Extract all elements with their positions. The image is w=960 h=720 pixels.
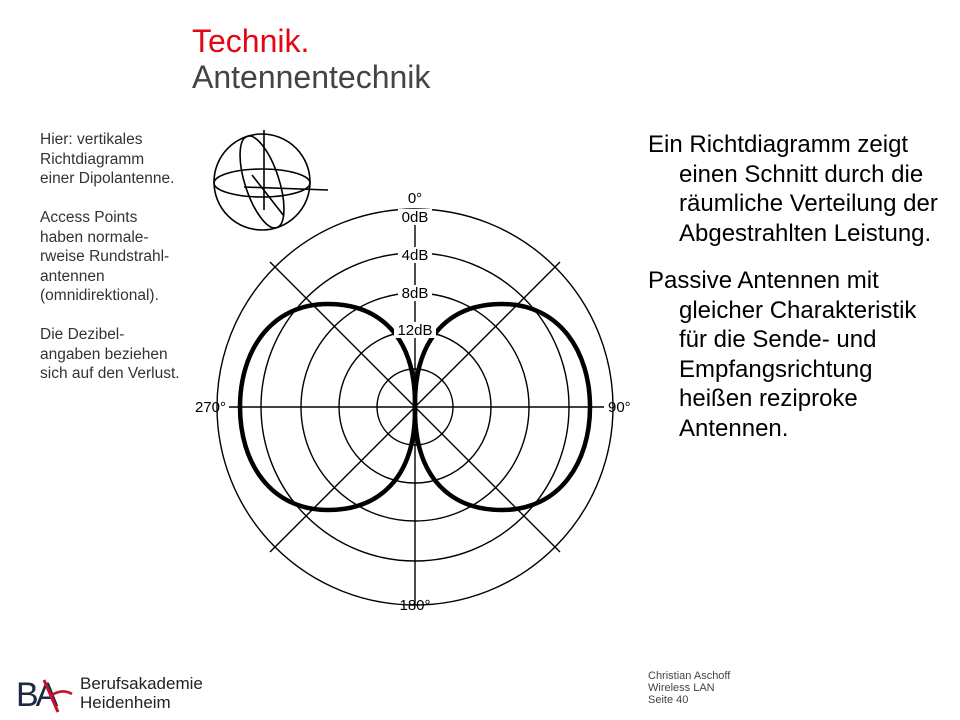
angle-label-right: 90° <box>608 399 631 416</box>
footer-author: Christian Aschoff <box>648 670 731 682</box>
angle-label-bottom: 180° <box>399 597 431 614</box>
db-label: 4dB <box>401 247 429 264</box>
main-text <box>648 130 948 461</box>
angle-label-top: 0° <box>407 190 423 207</box>
ba-logo-text: BA <box>16 676 56 714</box>
db-label: 0dB <box>401 209 429 226</box>
side-note-paragraph: Die Dezibel-angaben beziehen sich auf den Verlust. <box>40 326 180 382</box>
school-name <box>80 674 203 712</box>
globe-sketch <box>214 130 328 233</box>
db-label: 12dB <box>397 322 433 339</box>
angle-label-left: 270° <box>194 399 226 416</box>
footer-page-number: Seite 40 <box>648 694 689 706</box>
school-line: Heidenheim <box>80 693 171 712</box>
ba-logo <box>14 674 74 714</box>
page-subtitle: Antennentechnik <box>192 59 431 95</box>
side-note <box>40 130 180 403</box>
side-note-paragraph: Hier: vertikales Richtdiagramm einer Dipolantenne. <box>40 131 175 187</box>
radiation-pattern-diagram <box>180 120 640 620</box>
footer-meta <box>648 670 730 706</box>
main-paragraph: Ein Richtdiagramm zeigt einen Schnitt durch die räumliche Verteilung der Abgestrahlten Leistung. <box>648 131 938 247</box>
page-title: Technik. <box>192 23 310 59</box>
footer-course: Wireless LAN <box>648 682 715 694</box>
side-note-paragraph: Access Points haben normale-rweise Rundstrahl-antennen (omnidirektional). <box>40 209 170 304</box>
school-line: Berufsakademie <box>80 674 203 693</box>
main-paragraph: Passive Antennen mit gleicher Charakteristik für die Sende- und Empfangsrichtung heißen reziproke Antennen. <box>648 267 917 442</box>
db-label: 8dB <box>401 285 429 302</box>
